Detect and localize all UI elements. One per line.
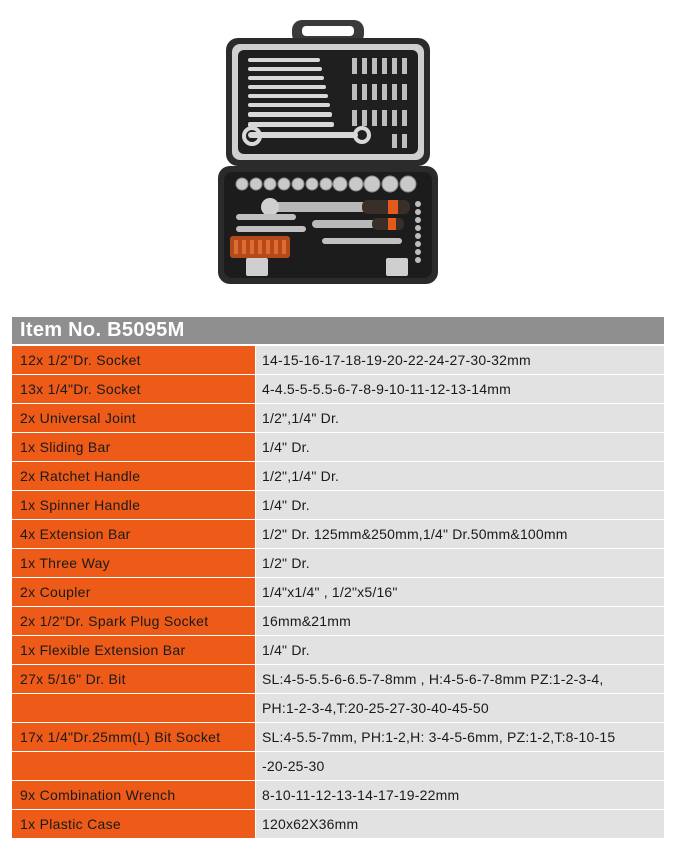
component-name-cell: 1x Three Way	[12, 549, 255, 577]
spec-row	[12, 723, 664, 751]
component-spec-cell: 16mm&21mm	[256, 607, 664, 635]
spec-row	[12, 404, 664, 432]
component-spec-cell: 120x62X36mm	[256, 810, 664, 838]
component-spec-cell: -20-25-30	[256, 752, 664, 780]
component-name-cell: 27x 5/16" Dr. Bit	[12, 665, 255, 693]
component-spec-cell: 1/2",1/4" Dr.	[256, 404, 664, 432]
component-spec-cell: 1/4" Dr.	[256, 636, 664, 664]
component-spec-cell: 4-4.5-5-5.5-6-7-8-9-10-11-12-13-14mm	[256, 375, 664, 403]
spec-row	[12, 433, 664, 461]
spec-row	[12, 491, 664, 519]
component-spec-cell: 1/4" Dr.	[256, 491, 664, 519]
component-name-cell: 2x Ratchet Handle	[12, 462, 255, 490]
component-name-cell: 1x Sliding Bar	[12, 433, 255, 461]
spec-row	[12, 462, 664, 490]
component-name-cell: 12x 1/2"Dr. Socket	[12, 346, 255, 374]
component-name-cell	[12, 694, 255, 722]
product-photo	[212, 18, 444, 286]
component-spec-cell: SL:4-5-5.5-6-6.5-7-8mm , H:4-5-6-7-8mm PZ:1-2-3-4,	[256, 665, 664, 693]
spec-row	[12, 752, 664, 780]
component-spec-cell: 1/2" Dr. 125mm&250mm,1/4" Dr.50mm&100mm	[256, 520, 664, 548]
component-name-cell: 13x 1/4"Dr. Socket	[12, 375, 255, 403]
spec-row	[12, 636, 664, 664]
component-name-cell: 2x Universal Joint	[12, 404, 255, 432]
spec-row	[12, 375, 664, 403]
item-number-title: Item No. B5095M	[12, 317, 664, 344]
component-name-cell: 1x Spinner Handle	[12, 491, 255, 519]
spec-row	[12, 694, 664, 722]
component-spec-cell: 14-15-16-17-18-19-20-22-24-27-30-32mm	[256, 346, 664, 374]
spec-row	[12, 781, 664, 809]
spec-row	[12, 810, 664, 838]
component-name-cell: 9x Combination Wrench	[12, 781, 255, 809]
component-name-cell: 2x 1/2"Dr. Spark Plug Socket	[12, 607, 255, 635]
spec-row	[12, 665, 664, 693]
component-name-cell: 1x Plastic Case	[12, 810, 255, 838]
component-spec-cell: 1/2" Dr.	[256, 549, 664, 577]
component-spec-cell: 1/4"x1/4" , 1/2"x5/16"	[256, 578, 664, 606]
component-spec-cell: PH:1-2-3-4,T:20-25-27-30-40-45-50	[256, 694, 664, 722]
spec-row	[12, 607, 664, 635]
component-name-cell	[12, 752, 255, 780]
component-name-cell: 1x Flexible Extension Bar	[12, 636, 255, 664]
spec-row	[12, 578, 664, 606]
component-spec-cell: SL:4-5.5-7mm, PH:1-2,H: 3-4-5-6mm, PZ:1-2,T:8-10-15	[256, 723, 664, 751]
spec-row	[12, 549, 664, 577]
component-name-cell: 17x 1/4"Dr.25mm(L) Bit Socket	[12, 723, 255, 751]
spec-row	[12, 346, 664, 374]
spec-table	[12, 317, 664, 838]
component-spec-cell: 8-10-11-12-13-14-17-19-22mm	[256, 781, 664, 809]
component-name-cell: 2x Coupler	[12, 578, 255, 606]
component-name-cell: 4x Extension Bar	[12, 520, 255, 548]
spec-row	[12, 520, 664, 548]
component-spec-cell: 1/2",1/4" Dr.	[256, 462, 664, 490]
spec-rows	[12, 346, 664, 838]
component-spec-cell: 1/4" Dr.	[256, 433, 664, 461]
